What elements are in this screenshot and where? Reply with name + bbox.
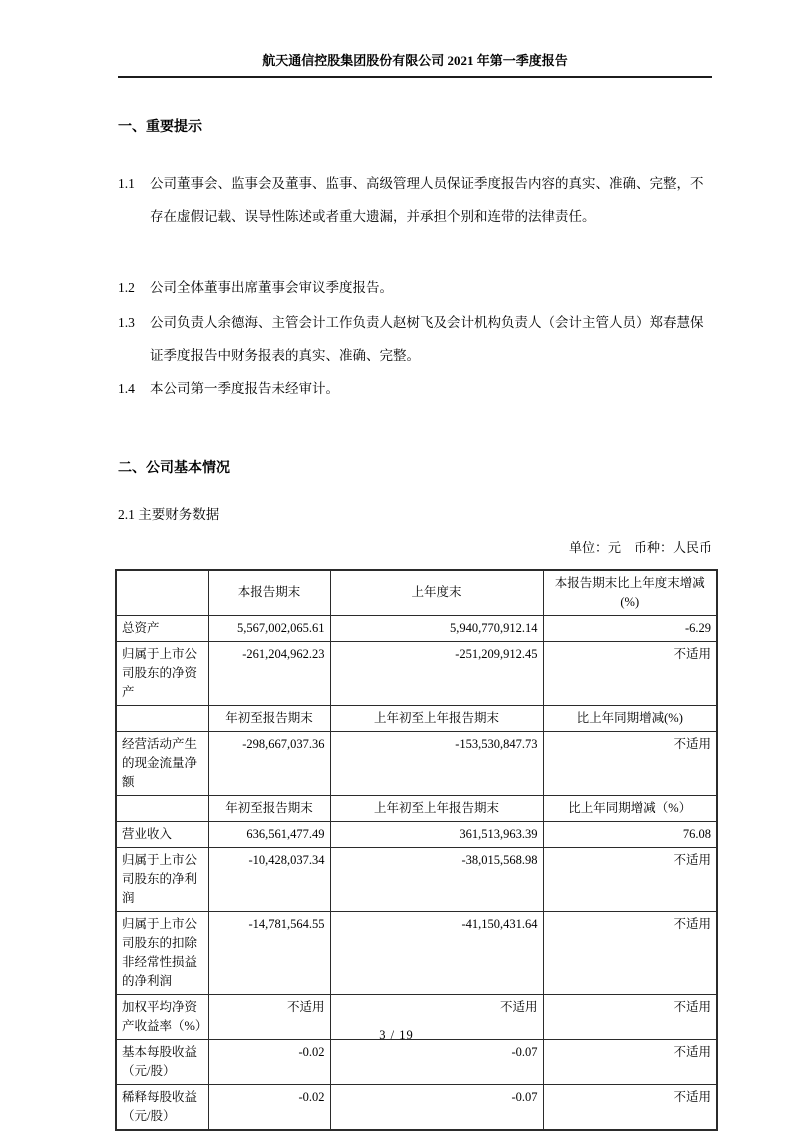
value-cell: 不适用 [543, 1039, 717, 1084]
row-label-cell: 加权平均净资产收益率（%） [116, 994, 208, 1039]
table-row [116, 731, 717, 795]
row-label-cell [116, 795, 208, 821]
row-label-cell [116, 570, 208, 616]
notice-item-1-3 [118, 306, 712, 372]
subsection-heading-financial-data: 2.1 主要财务数据 [118, 507, 220, 522]
value-cell: -0.07 [330, 1084, 543, 1130]
currency-unit-note: 单位：元 币种：人民币 [568, 539, 712, 555]
value-cell: 不适用 [543, 911, 717, 994]
value-cell: 636,561,477.49 [208, 821, 330, 847]
value-cell: 不适用 [543, 994, 717, 1039]
value-cell: -153,530,847.73 [330, 731, 543, 795]
value-cell: 不适用 [543, 731, 717, 795]
table-header-row [116, 705, 717, 731]
table-row [116, 1084, 717, 1130]
item-number: 1.2 [118, 280, 135, 295]
value-cell: -261,204,962.23 [208, 641, 330, 705]
value-cell: 76.08 [543, 821, 717, 847]
table-row [116, 641, 717, 705]
value-cell: 上年初至上年报告期末 [330, 705, 543, 731]
table-row [116, 911, 717, 994]
value-cell: 上年度末 [330, 570, 543, 616]
value-cell: 不适用 [543, 847, 717, 911]
row-label-cell [116, 705, 208, 731]
value-cell: 年初至报告期末 [208, 795, 330, 821]
value-cell: -298,667,037.36 [208, 731, 330, 795]
row-label-cell: 归属于上市公司股东的净资产 [116, 641, 208, 705]
value-cell: -0.02 [208, 1039, 330, 1084]
value-cell: 上年初至上年报告期末 [330, 795, 543, 821]
item-number: 1.1 [118, 176, 135, 191]
value-cell: 不适用 [330, 994, 543, 1039]
section-heading-important-notice: 一、重要提示 [118, 120, 202, 135]
table-header-row [116, 570, 717, 616]
financial-table [115, 569, 718, 1131]
item-text: 公司全体董事出席董事会审议季度报告。 [150, 280, 393, 295]
table-row [116, 821, 717, 847]
row-label-cell: 稀释每股收益（元/股） [116, 1084, 208, 1130]
page-number: 3 / 19 [379, 1028, 414, 1042]
row-label-cell: 经营活动产生的现金流量净额 [116, 731, 208, 795]
value-cell: 不适用 [543, 641, 717, 705]
item-number: 1.4 [118, 381, 135, 396]
item-text: 公司董事会、监事会及董事、监事、高级管理人员保证季度报告内容的真实、准确、完整，不存在虚假记载、误导性陈述或者重大遗漏，并承担个别和连带的法律责任。 [150, 176, 704, 224]
row-label-cell: 基本每股收益（元/股） [116, 1039, 208, 1084]
item-text: 本公司第一季度报告未经审计。 [150, 381, 339, 396]
value-cell: 5,567,002,065.61 [208, 615, 330, 641]
value-cell: -14,781,564.55 [208, 911, 330, 994]
item-number: 1.3 [118, 315, 135, 330]
financial-table-body [116, 570, 717, 1130]
value-cell: -38,015,568.98 [330, 847, 543, 911]
value-cell: -251,209,912.45 [330, 641, 543, 705]
value-cell: 比上年同期增减（%） [543, 795, 717, 821]
value-cell: 本报告期末 [208, 570, 330, 616]
value-cell: 5,940,770,912.14 [330, 615, 543, 641]
report-page [118, 0, 712, 1131]
value-cell: -0.02 [208, 1084, 330, 1130]
value-cell: 比上年同期增减(%) [543, 705, 717, 731]
value-cell: 361,513,963.39 [330, 821, 543, 847]
value-cell: 不适用 [543, 1084, 717, 1130]
table-row [116, 1039, 717, 1084]
row-label-cell: 归属于上市公司股东的扣除非经常性损益的净利润 [116, 911, 208, 994]
value-cell: 不适用 [208, 994, 330, 1039]
row-label-cell: 归属于上市公司股东的净利润 [116, 847, 208, 911]
item-text: 公司负责人余德海、主管会计工作负责人赵树飞及会计机构负责人（会计主管人员）郑春慧保证季度报告中财务报表的真实、准确、完整。 [150, 315, 704, 363]
notice-item-1-1 [118, 167, 712, 233]
value-cell: -41,150,431.64 [330, 911, 543, 994]
table-header-row [116, 795, 717, 821]
doc-header [118, 0, 712, 78]
section-heading-company-info: 二、公司基本情况 [118, 461, 230, 476]
notice-item-1-2 [118, 271, 712, 304]
table-row [116, 615, 717, 641]
row-label-cell: 营业收入 [116, 821, 208, 847]
table-row [116, 847, 717, 911]
value-cell: -10,428,037.34 [208, 847, 330, 911]
value-cell: -6.29 [543, 615, 717, 641]
value-cell: 年初至报告期末 [208, 705, 330, 731]
doc-header-title: 航天通信控股集团股份有限公司 2021 年第一季度报告 [262, 53, 568, 68]
notice-item-1-4 [118, 372, 712, 405]
value-cell: -0.07 [330, 1039, 543, 1084]
row-label-cell: 总资产 [116, 615, 208, 641]
value-cell: 本报告期末比上年度末增减(%) [543, 570, 717, 616]
